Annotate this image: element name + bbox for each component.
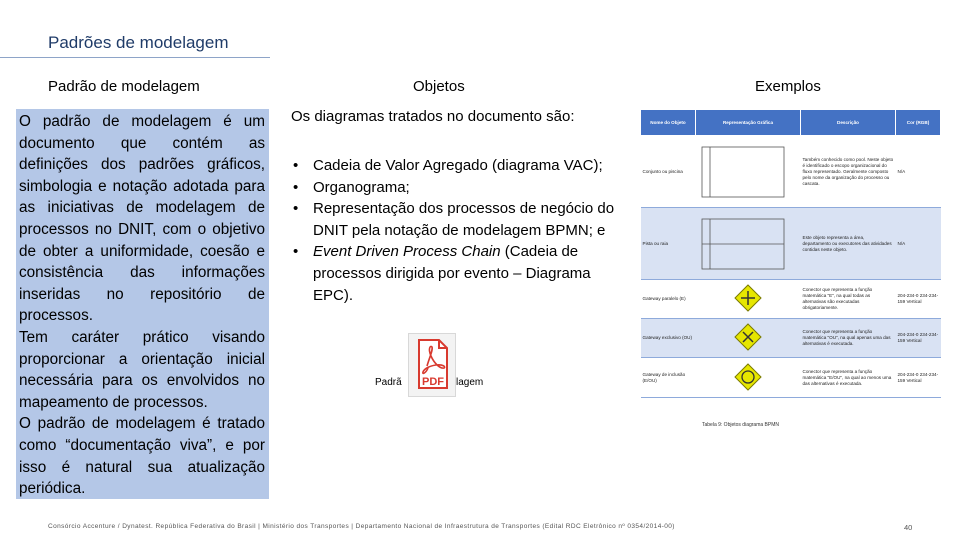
object-name: Gateway exclusivo (OU)	[641, 319, 696, 358]
lane-icon	[698, 213, 788, 273]
object-color: N/A	[896, 208, 941, 280]
slide-title: Padrões de modelagem	[48, 33, 229, 52]
object-name: Gateway de inclusão (E/OU)	[641, 358, 696, 398]
table-header-description: Descrição	[801, 110, 896, 136]
pdf-glyph-icon	[409, 334, 455, 396]
pool-icon	[698, 141, 788, 201]
epc-description: (Cadeia de processos dirigida por evento – Diagrama EPC).	[313, 243, 591, 304]
parallel-gateway-icon	[733, 283, 763, 313]
exclusive-gateway-shape	[696, 319, 801, 358]
left-column-header: Padrão de modelagem	[48, 78, 200, 95]
list-item: • Cadeia de Valor Agregado (diagrama VAC);	[291, 155, 621, 177]
list-item	[291, 241, 621, 306]
description-paragraph: O padrão de modelagem é tratado como “documentação viva”, e por isso é natural sua atualização periódica.	[19, 415, 265, 498]
objects-section	[291, 108, 621, 306]
title-divider	[0, 57, 270, 58]
object-color: N/A	[896, 136, 941, 208]
object-color: 204-234-0 234-234-159 Vertical	[896, 358, 941, 398]
description-paragraph: Tem caráter prático visando proporcionar a orientação inicial necessária para os envolvidos no mapeamento de processos.	[19, 328, 265, 411]
inclusive-gateway-icon	[733, 362, 763, 392]
table-header-color: Cor (RGB)	[896, 110, 941, 136]
objects-intro: Os diagramas tratados no documento são:	[291, 108, 575, 125]
list-item: • Organograma;	[291, 177, 621, 199]
object-description: Conector que representa a função matemática "OU", na qual apenas uma das alternativas é executada.	[801, 319, 896, 358]
epc-term: Event Driven Process Chain	[313, 243, 501, 261]
object-name: Pista ou raia	[641, 208, 696, 280]
list-item: • Representação dos processos de negócio do DNIT pela notação de modelagem BPMN; e	[291, 198, 621, 241]
bpmn-objects-table	[640, 109, 940, 429]
right-column-header: Exemplos	[755, 78, 821, 95]
table-header-name: Nome do Objeto	[641, 110, 696, 136]
object-description: Este objeto representa a área, departamento ou executores das atividades contidas neste objeto.	[801, 208, 896, 280]
middle-column-header: Objetos	[413, 78, 465, 95]
page-number: 40	[904, 523, 913, 532]
table-header-graphic: Representação Gráfica	[696, 110, 801, 136]
pdf-caption-right: lagem	[456, 377, 484, 388]
example-table	[640, 109, 941, 398]
description-box	[16, 109, 269, 499]
description-paragraph: O padrão de modelagem é um documento que contém as definições dos padrões gráficos, simbologia e notação adotada para as iniciativas de modelagem de processos no DNIT, com o objetivo de obter a uniformidade, coesão e consistência das informações inseridas no repositório de processos.	[19, 113, 265, 325]
pdf-caption-left: Padrã	[375, 377, 402, 388]
pdf-document-icon[interactable]	[408, 333, 456, 397]
exclusive-gateway-icon	[733, 322, 763, 352]
object-description: Conector que representa a função matemática "E/OU", na qual ao menos uma das alternativas é executada.	[801, 358, 896, 398]
pool-shape	[696, 136, 801, 208]
diagram-list	[291, 155, 621, 306]
pdf-label: PDF	[422, 376, 444, 388]
object-color: 204-234-0 234-234-159 Vertical	[896, 280, 941, 319]
table-row	[641, 319, 941, 358]
object-description: Conector que representa a função matemática "E", na qual todas as alternativas são executadas obrigatoriamente.	[801, 280, 896, 319]
footer-text: Consórcio Accenture / Dynatest. República Federativa do Brasil | Ministério dos Transportes | Departamento Nacional de Infraestrutura de Transportes (Edital RDC Eletrônico nº 0354/2014-00)	[48, 523, 675, 530]
object-description: Também conhecido como pool. Neste objeto é identificado o escopo organizacional do fluxo representado. Geralmente composto pelo nome da organização do processo ou cascata.	[801, 136, 896, 208]
object-name: Gateway paralelo (E)	[641, 280, 696, 319]
lane-shape	[696, 208, 801, 280]
table-row	[641, 280, 941, 319]
inclusive-gateway-shape	[696, 358, 801, 398]
table-row	[641, 208, 941, 280]
table-row	[641, 136, 941, 208]
parallel-gateway-shape	[696, 280, 801, 319]
object-name: Conjunto ou piscina	[641, 136, 696, 208]
table-row	[641, 358, 941, 398]
object-color: 204-234-0 234-234-159 Vertical	[896, 319, 941, 358]
table-caption: Tabela 9: Objetos diagrama BPMN	[702, 422, 779, 428]
